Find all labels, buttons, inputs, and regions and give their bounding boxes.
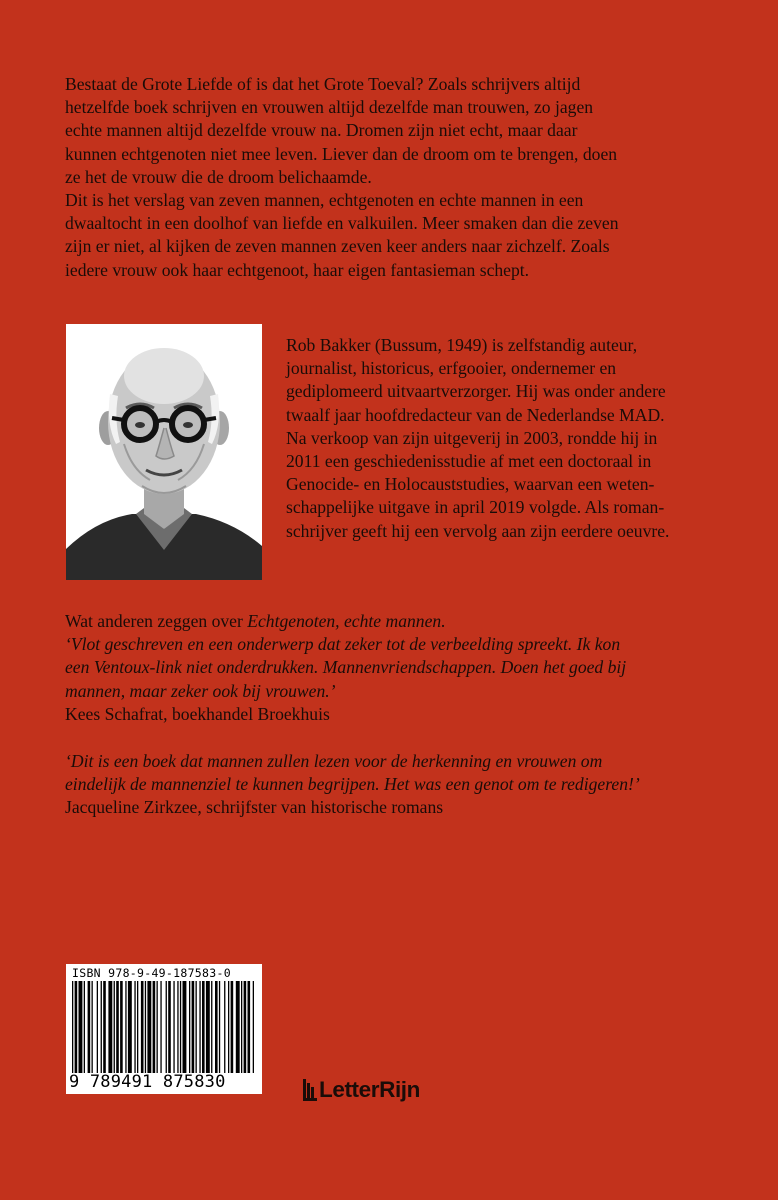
quote-author: Jacqueline Zirkzee, schrijfster van historische romans — [65, 797, 444, 818]
barcode-bar — [79, 981, 83, 1073]
barcode-bar — [97, 981, 98, 1073]
barcode-bar — [84, 981, 85, 1073]
barcode-bar — [248, 981, 251, 1073]
barcode-bar — [231, 981, 234, 1073]
barcode-bar — [241, 981, 242, 1073]
intro-text — [65, 73, 725, 282]
bio-line: schappelijke uitgave in april 2019 volgde. Als roman- — [286, 497, 665, 518]
barcode-bar — [92, 981, 93, 1073]
intro-line: ze het de vrouw die de droom belichaamde. — [65, 166, 372, 187]
isbn-label: ISBN 978-9-49-187583-0 — [72, 966, 231, 980]
barcode-bar — [101, 981, 102, 1073]
bio-line: Rob Bakker (Bussum, 1949) is zelfstandig auteur, — [286, 335, 638, 355]
bio-line: twaalf jaar hoofdredacteur van de Nederlandse MAD. — [286, 404, 665, 425]
bio-line: Na verkoop van zijn uitgeverij in 2003, rondde hij in — [286, 427, 658, 448]
barcode-bar — [141, 981, 144, 1073]
barcode-bar — [199, 981, 200, 1073]
review-intro — [65, 610, 725, 633]
publisher-logo-icon — [303, 1079, 317, 1101]
quote-line: eindelijk de mannenziel te kunnen begrijpen. Het was een genot om te redigeren!’ — [65, 774, 640, 795]
barcode-bar — [219, 981, 220, 1073]
barcode-bar — [120, 981, 123, 1073]
barcode-bar — [134, 981, 135, 1073]
bio-line: schrijver geeft hij een vervolg aan zijn eerdere oeuvre. — [286, 520, 670, 541]
review-block-1 — [65, 610, 725, 726]
barcode-bar — [128, 981, 132, 1073]
intro-line: hetzelfde boek schrijven en vrouwen altijd dezelfde man trouwen, zo jagen — [65, 97, 594, 118]
barcode-bar — [253, 981, 254, 1073]
barcode-bar — [206, 981, 210, 1073]
publisher-logo — [303, 1074, 420, 1106]
barcode-bar — [75, 981, 78, 1073]
intro-line: echte mannen altijd dezelfde vrouw na. Dromen zijn niet echt, maar daar — [65, 120, 578, 141]
barcode-bar — [137, 981, 138, 1073]
barcode-bar — [160, 981, 161, 1073]
barcode-bar — [236, 981, 240, 1073]
barcode-bar — [88, 981, 91, 1073]
bio-line: journalist, historicus, erfgooier, ondernemer en — [286, 358, 617, 379]
intro-line: dwaaltocht in een doolhof van liefde en valkuilen. Meer smaken dan die zeven — [65, 213, 619, 234]
barcode-bar — [153, 981, 156, 1073]
barcode-bar — [145, 981, 146, 1073]
bio-line: gediplomeerd uitvaartverzorger. Hij was onder andere — [286, 381, 666, 402]
barcode-bar — [183, 981, 187, 1073]
quote-line: mannen, maar zeker ook bij vrouwen.’ — [65, 680, 336, 701]
intro-line: kunnen echtgenoten niet mee leven. Liever dan de droom om te brengen, doen — [65, 143, 618, 164]
barcode-bar — [192, 981, 195, 1073]
review-block-2 — [65, 750, 725, 820]
barcode-bar — [116, 981, 119, 1073]
intro-line: Dit is het verslag van zeven mannen, echtgenoten en echte mannen in een — [65, 190, 584, 211]
barcode-bar — [173, 981, 174, 1073]
barcode-bar — [108, 981, 112, 1073]
barcode-bar — [196, 981, 197, 1073]
barcode — [66, 964, 262, 1094]
barcode-bar — [211, 981, 212, 1073]
barcode-bar — [157, 981, 158, 1073]
quote-line: ‘Dit is een boek dat mannen zullen lezen voor de herkenning en vrouwen om — [65, 751, 603, 771]
bio-line: Genocide- en Holocauststudies, waarvan een weten- — [286, 474, 655, 495]
barcode-bar — [224, 981, 225, 1073]
barcode-bar — [177, 981, 178, 1073]
barcode-bar — [114, 981, 115, 1073]
barcode-bar — [168, 981, 171, 1073]
barcode-bar — [215, 981, 218, 1073]
barcode-bar — [72, 981, 73, 1073]
barcode-bar — [147, 981, 151, 1073]
book-title: Echtgenoten, echte mannen. — [247, 611, 446, 631]
isbn-digits: 9 789491 875830 — [69, 1072, 226, 1092]
barcode-bar — [244, 981, 247, 1073]
barcode-bar — [180, 981, 181, 1073]
intro-line: iedere vrouw ook haar echtgenoot, haar eigen fantasieman schept. — [65, 259, 530, 280]
barcode-bar — [202, 981, 205, 1073]
publisher-name: LetterRijn — [319, 1077, 421, 1102]
barcode-bar — [189, 981, 190, 1073]
quote-line: ‘Vlot geschreven en een onderwerp dat zeker tot de verbeelding spreekt. Ik kon — [65, 634, 621, 655]
barcode-bar — [125, 981, 126, 1073]
author-photo — [66, 324, 262, 580]
barcode-bars — [70, 981, 258, 1073]
barcode-bar — [228, 981, 229, 1073]
barcode-bar — [166, 981, 167, 1073]
intro-line: Bestaat de Grote Liefde of is dat het Grote Toeval? Zoals schrijvers altijd — [65, 74, 581, 94]
author-bio — [286, 334, 726, 543]
intro-line: zijn er niet, al kijken de zeven mannen zeven keer anders naar zichzelf. Zoals — [65, 236, 610, 257]
barcode-bar — [103, 981, 106, 1073]
review-intro-prefix: Wat anderen zeggen over — [65, 611, 248, 631]
quote-line: een Ventoux-link niet onderdrukken. Mannenvriendschappen. Doen het goed bij — [65, 657, 627, 678]
quote-author: Kees Schafrat, boekhandel Broekhuis — [65, 703, 330, 724]
bio-line: 2011 een geschiedenisstudie af met een doctoraal in — [286, 451, 652, 472]
